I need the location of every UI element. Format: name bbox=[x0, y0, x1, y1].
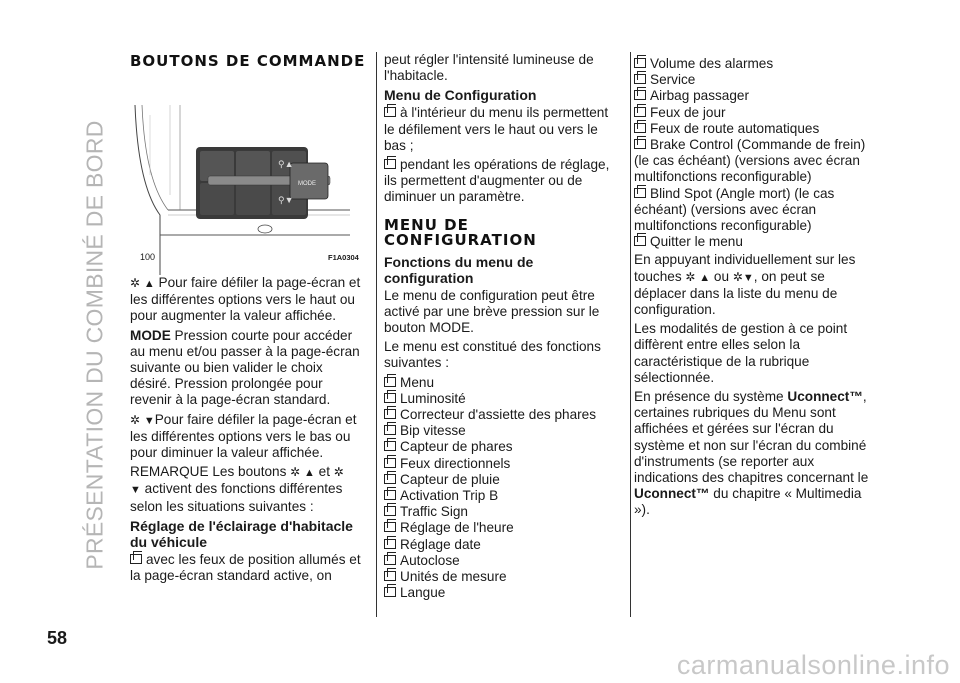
list-item: Service bbox=[634, 72, 874, 88]
section-heading-buttons: BOUTONS DE COMMANDE bbox=[130, 52, 366, 70]
list-item: Feux de jour bbox=[634, 105, 874, 121]
side-title: PRÉSENTATION DU COMBINÉ DE BORD bbox=[81, 120, 108, 570]
paragraph-remark: REMARQUE Les boutons ✲ ▲ et ✲ ▼ activent des fonctions différentes selon les situations suivantes : bbox=[130, 464, 344, 514]
control-buttons-figure bbox=[130, 75, 359, 275]
bullet-icon bbox=[634, 90, 646, 100]
paragraph-continued: peut régler l'intensité lumineuse de l'habitacle. bbox=[384, 52, 594, 84]
mode-button-label: MODE bbox=[298, 181, 316, 187]
paragraph-uconnect: En présence du système Uconnect™, certaines rubriques du Menu sont affichées et gérées sur l'écran du système et non sur l'écran du combiné d'instruments (se reporter aux indications des chapitres concernant le Uconnect™ du chapitre « Multimedia »). bbox=[634, 389, 869, 518]
bullet-icon bbox=[384, 393, 396, 403]
bullet-icon bbox=[634, 123, 646, 133]
list-item: Feux directionnels bbox=[384, 456, 620, 472]
list-item: Traffic Sign bbox=[384, 504, 620, 520]
menu-function-list bbox=[384, 375, 620, 602]
subheading-config-menu: Menu de Configuration bbox=[384, 87, 537, 104]
bullet-icon bbox=[634, 58, 646, 68]
triangle-up-icon: ▲ bbox=[699, 271, 711, 284]
light-adjust-icon: ✲ bbox=[732, 269, 743, 284]
bullet-icon bbox=[384, 441, 396, 451]
bullet-item: pendant les opérations de réglage, ils permettent d'augmenter ou de diminuer un paramètre. bbox=[384, 157, 610, 205]
light-adjust-icon: ✲ bbox=[685, 269, 696, 284]
bullet-icon bbox=[634, 236, 646, 246]
figure-code: F1A0304 bbox=[328, 253, 359, 262]
paragraph-menu-activation: Le menu de configuration peut être activé par une brève pression sur le bouton MODE. bbox=[384, 287, 600, 336]
light-adjust-icon: ✲ bbox=[130, 276, 141, 290]
list-item: Brake Control (Commande de frein) (le cas échéant) (versions avec écran multifonctions reconfigurable) bbox=[634, 137, 866, 185]
bullet-icon bbox=[384, 458, 396, 468]
light-adjust-icon: ✲ bbox=[333, 465, 344, 480]
list-item: Unités de mesure bbox=[384, 569, 620, 585]
paragraph-navigation: En appuyant individuellement sur les touches ✲ ▲ ou ✲▼, on peut se déplacer dans la liste du menu de configuration. bbox=[634, 252, 856, 318]
triangle-down-icon: ▼ bbox=[130, 484, 141, 497]
light-adjust-icon: ✲ bbox=[290, 465, 301, 480]
light-adjust-icon: ✲ bbox=[130, 412, 141, 427]
list-item: Capteur de phares bbox=[384, 439, 620, 455]
bullet-icon bbox=[634, 74, 646, 84]
column-3 bbox=[634, 56, 874, 522]
bullet-icon bbox=[384, 159, 396, 169]
column-divider bbox=[376, 52, 377, 617]
bullet-icon bbox=[634, 188, 646, 198]
paragraph-mode-button: MODE Pression courte pour accéder au menu et/ou passer à la page-écran suivante ou bien valider le choix désiré. Pression prolongée pour revenir à la page-écran standard. bbox=[130, 327, 360, 408]
uconnect-label: Uconnect™ bbox=[634, 486, 710, 502]
bullet-icon bbox=[384, 539, 396, 549]
bullet-icon bbox=[384, 377, 396, 387]
bullet-icon bbox=[130, 554, 142, 564]
triangle-up-icon: ▲ bbox=[304, 467, 315, 480]
menu-function-list-continued bbox=[634, 56, 874, 250]
subheading-menu-functions: Fonctions du menu de configuration bbox=[384, 253, 534, 286]
list-item: Bip vitesse bbox=[384, 423, 620, 439]
light-down-icon: ⚲▼ bbox=[278, 195, 294, 205]
triangle-down-icon: ▼ bbox=[742, 271, 754, 284]
list-item: Quitter le menu bbox=[634, 234, 874, 250]
list-item: Réglage de l'heure bbox=[384, 520, 620, 536]
triangle-down-icon: ▼ bbox=[143, 414, 155, 427]
bullet-icon bbox=[384, 506, 396, 516]
paragraph-down-button: ✲ ▼Pour faire défiler la page-écran et les différentes options vers le bas ou pour diminuer la valeur affichée. bbox=[130, 411, 357, 461]
list-item: Activation Trip B bbox=[384, 488, 620, 504]
light-up-icon: ⚲▲ bbox=[278, 159, 294, 169]
list-item: Menu bbox=[384, 375, 620, 391]
bullet-icon bbox=[384, 409, 396, 419]
list-item: Blind Spot (Angle mort) (le cas échéant) (versions avec écran multifonctions reconfigurable) bbox=[634, 185, 835, 234]
list-item: Luminosité bbox=[384, 391, 620, 407]
column-divider bbox=[630, 52, 631, 617]
column-1 bbox=[130, 54, 366, 587]
list-item: Réglage date bbox=[384, 537, 620, 553]
bullet-icon bbox=[384, 555, 396, 565]
bullet-item: avec les feux de position allumés et la page-écran standard active, on bbox=[130, 551, 361, 584]
bullet-icon bbox=[384, 425, 396, 435]
bullet-icon bbox=[384, 522, 396, 532]
bullet-icon bbox=[384, 587, 396, 597]
bullet-icon bbox=[634, 139, 646, 149]
subheading-interior-lighting: Réglage de l'éclairage d'habitacle du véhicule bbox=[130, 517, 353, 550]
triangle-up-icon: ▲ bbox=[143, 278, 155, 290]
list-item: Langue bbox=[384, 585, 620, 601]
figure-number: 100 bbox=[140, 252, 156, 262]
column-2 bbox=[384, 52, 620, 601]
bullet-icon bbox=[384, 571, 396, 581]
bullet-item: à l'intérieur du menu ils permettent le défilement vers le haut ou vers le bas ; bbox=[384, 105, 609, 153]
list-item: Volume des alarmes bbox=[634, 56, 874, 72]
uconnect-label: Uconnect™ bbox=[787, 389, 863, 405]
section-heading-config-menu: MENU DE CONFIGURATION bbox=[384, 215, 537, 249]
list-item: Correcteur d'assiette des phares bbox=[384, 407, 620, 423]
list-item: Autoclose bbox=[384, 553, 620, 569]
bullet-icon bbox=[384, 107, 396, 117]
footer-watermark: carmanualsonline.info bbox=[676, 650, 950, 680]
bullet-icon bbox=[384, 490, 396, 500]
control-panel-illustration bbox=[130, 75, 350, 275]
paragraph-up-button: ✲ ▲ Pour faire défiler la page-écran et les différentes options vers le haut ou pour augmenter la valeur affichée. bbox=[130, 275, 361, 324]
paragraph-modalities: Les modalités de gestion à ce point diffèrent entre elles selon la caractéristique de la rubrique sélectionnée. bbox=[634, 321, 848, 385]
bullet-icon bbox=[634, 107, 646, 117]
bullet-icon bbox=[384, 474, 396, 484]
list-item: Feux de route automatiques bbox=[634, 121, 874, 137]
list-item: Airbag passager bbox=[634, 88, 874, 104]
list-item: Capteur de pluie bbox=[384, 472, 620, 488]
page-number: 58 bbox=[47, 628, 68, 648]
paragraph-menu-contents: Le menu est constitué des fonctions suivantes : bbox=[384, 339, 601, 371]
